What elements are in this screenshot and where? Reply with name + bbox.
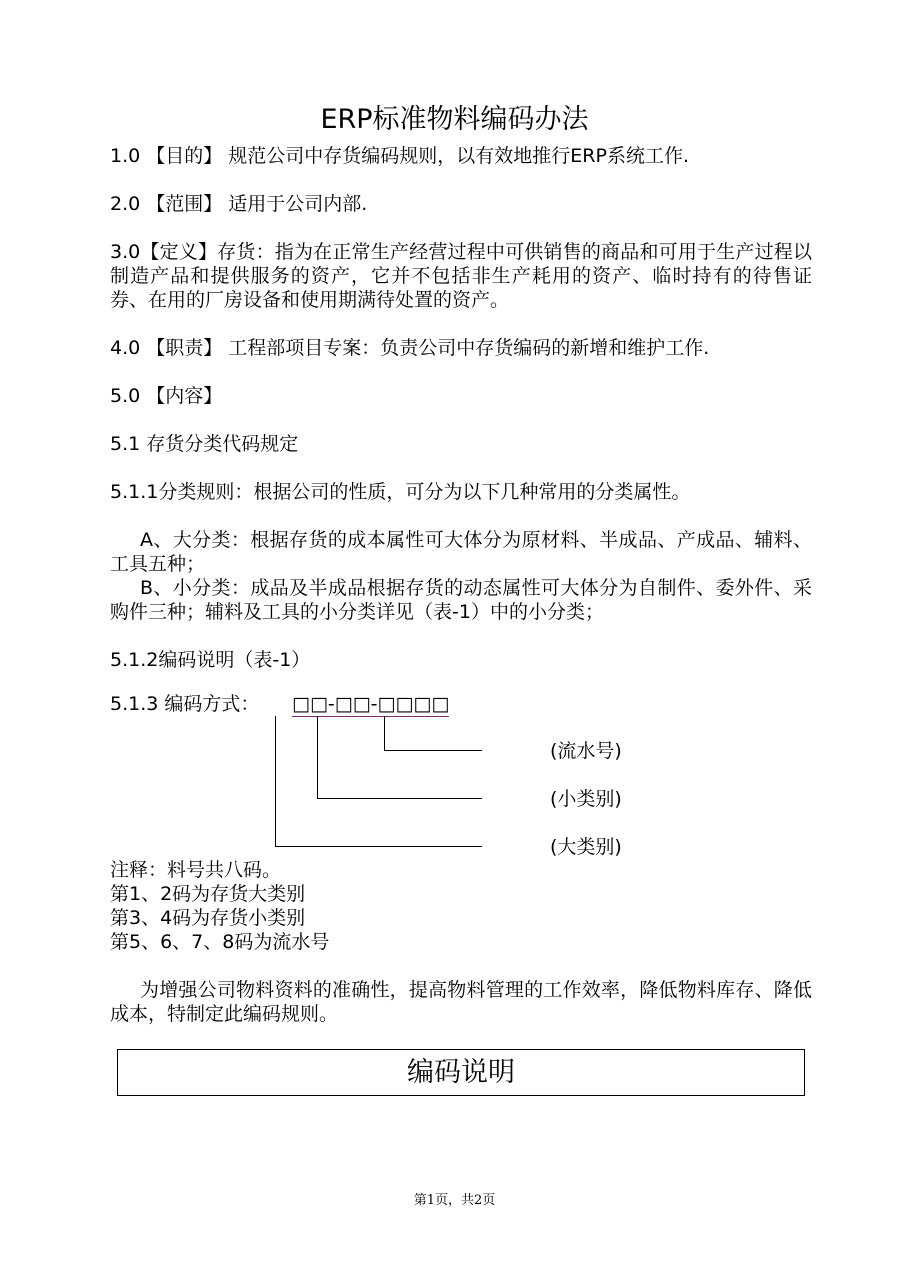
minor-connector-vertical — [317, 716, 318, 798]
section-code-format-label: 5.1.3 编码方式： — [110, 693, 260, 715]
section-definition: 3.0【定义】存货：指为在正常生产经营过程中可供销售的商品和可用于生产过程以制造产品和提供服务的资产，它并不包括非生产耗用的资产、临时持有的待售证券、在用的厂房设备和使用期满待处置的资产。 — [110, 241, 812, 311]
minor-connector-horizontal — [317, 798, 482, 799]
closing-paragraph: 为增强公司物料资料的准确性，提高物料管理的工作效率，降低物料库存、降低成本，特制定此编码规则。 — [110, 979, 812, 1025]
section-inventory-code-rules: 5.1 存货分类代码规定 — [110, 433, 299, 455]
document-title: ERP标准物料编码办法 — [320, 104, 589, 135]
section-responsibility: 4.0 【职责】 工程部项目专案：负责公司中存货编码的新增和维护工作. — [110, 337, 710, 359]
note-title: 注释：料号共八码。 — [110, 859, 282, 881]
serial-connector-horizontal — [384, 750, 482, 751]
note-line-1: 第1、2码为存货大类别 — [110, 883, 306, 905]
code-pattern: □□-□□-□□□□ — [292, 693, 450, 715]
note-line-3: 第5、6、7、8码为流水号 — [110, 931, 330, 953]
section-code-description: 5.1.2编码说明（表-1） — [110, 649, 311, 671]
section-content: 5.0 【内容】 — [110, 385, 223, 407]
minor-category-label: (小类别) — [550, 788, 622, 810]
minor-category-paragraph: B、小分类：成品及半成品根据存货的动态属性可大体分为自制件、委外件、采购件三种；辅料及工具的小分类详见（表-1）中的小分类； — [110, 577, 812, 623]
section-scope: 2.0 【范围】 适用于公司内部. — [110, 193, 368, 215]
section-purpose: 1.0 【目的】 规范公司中存货编码规则，以有效地推行ERP系统工作. — [110, 145, 690, 167]
major-category-paragraph: A、大分类：根据存货的成本属性可大体分为原材料、半成品、产成品、辅料、工具五种； — [110, 529, 812, 575]
major-category-label: (大类别) — [550, 836, 622, 858]
note-line-2: 第3、4码为存货小类别 — [110, 907, 306, 929]
section-classification-rules: 5.1.1分类规则：根据公司的性质，可分为以下几种常用的分类属性。 — [110, 481, 691, 503]
serial-connector-vertical — [384, 716, 385, 750]
major-connector-vertical — [275, 716, 276, 846]
major-connector-horizontal — [275, 846, 482, 847]
page-footer: 第1页，共2页 — [413, 1193, 496, 1208]
code-description-heading-box: 编码说明 — [117, 1049, 805, 1096]
serial-number-label: (流水号) — [550, 740, 622, 762]
